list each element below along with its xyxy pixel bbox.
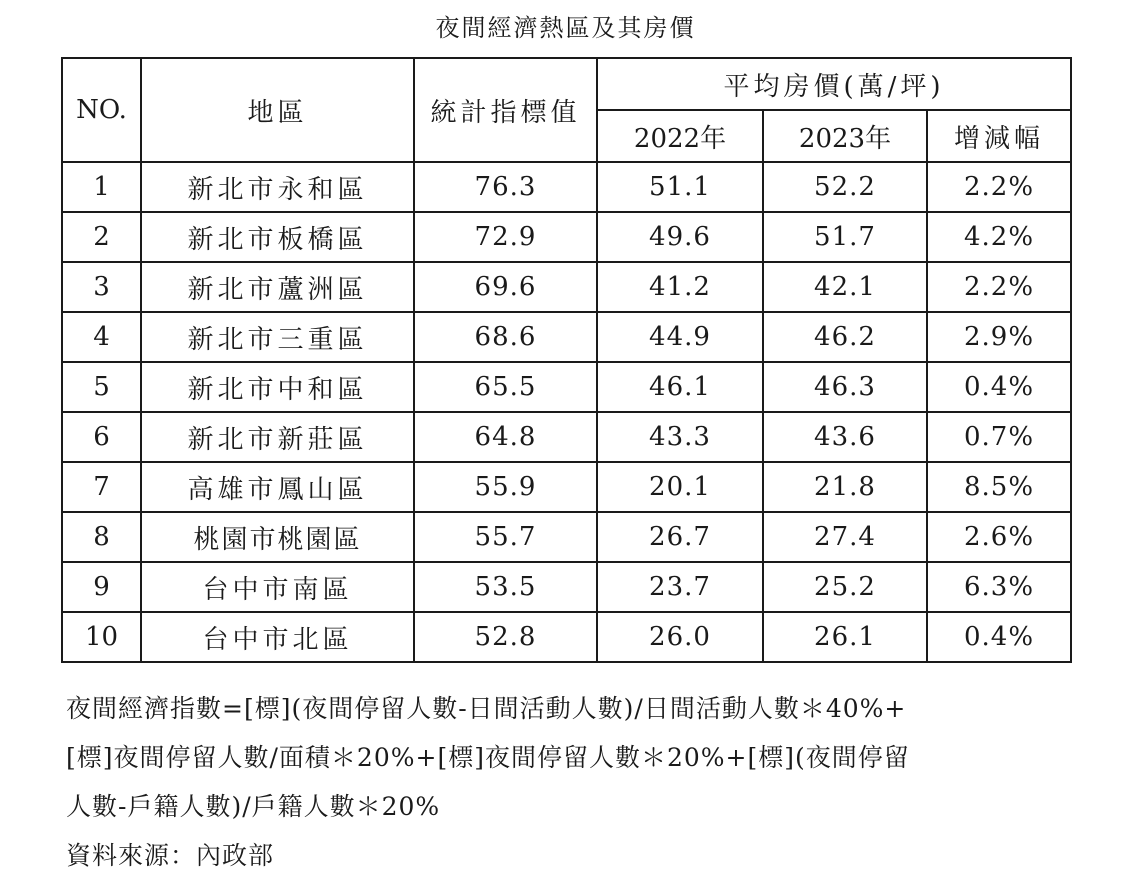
cell-price-2023: 46.3 [763, 362, 927, 412]
cell-index: 52.8 [414, 612, 597, 662]
cell-price-2022: 46.1 [597, 362, 763, 412]
cell-change: 2.2% [927, 162, 1071, 212]
cell-index: 69.6 [414, 262, 597, 312]
cell-change: 4.2% [927, 212, 1071, 262]
cell-price-2023: 51.7 [763, 212, 927, 262]
cell-price-2023: 42.1 [763, 262, 927, 312]
cell-price-2023: 52.2 [763, 162, 927, 212]
cell-area: 新北市板橋區 [141, 212, 414, 262]
table-row [62, 362, 1071, 412]
cell-index: 55.9 [414, 462, 597, 512]
formula-line-3: 人數-戶籍人數)/戶籍人數＊20% [66, 792, 441, 821]
table-row [62, 262, 1071, 312]
cell-index: 72.9 [414, 212, 597, 262]
cell-price-2022: 44.9 [597, 312, 763, 362]
formula-line-2: [標]夜間停留人數/面積＊20%+[標]夜間停留人數＊20%+[標](夜間停留 [66, 743, 910, 772]
cell-area: 新北市蘆洲區 [141, 262, 414, 312]
cell-change: 6.3% [927, 562, 1071, 612]
cell-no: 1 [62, 162, 141, 212]
formula-line-1: 夜間經濟指數=[標](夜間停留人數-日間活動人數)/日間活動人數＊40%+ [66, 694, 907, 723]
cell-price-2022: 26.0 [597, 612, 763, 662]
cell-price-2023: 21.8 [763, 462, 927, 512]
header-change: 增減幅 [927, 110, 1071, 162]
cell-area: 台中市南區 [141, 562, 414, 612]
cell-index: 76.3 [414, 162, 597, 212]
cell-index: 55.7 [414, 512, 597, 562]
notes-section [66, 684, 1066, 880]
cell-area: 桃園市桃園區 [141, 512, 414, 562]
table-title: 夜間經濟熱區及其房價 [435, 14, 696, 42]
table-row [62, 312, 1071, 362]
table-row [62, 412, 1071, 462]
table-row [62, 162, 1071, 212]
cell-no: 10 [62, 612, 141, 662]
cell-price-2022: 51.1 [597, 162, 763, 212]
cell-index: 53.5 [414, 562, 597, 612]
cell-price-2023: 46.2 [763, 312, 927, 362]
header-area: 地區 [141, 58, 414, 162]
cell-price-2022: 23.7 [597, 562, 763, 612]
table-row [62, 562, 1071, 612]
cell-index: 64.8 [414, 412, 597, 462]
table-row [62, 212, 1071, 262]
cell-price-2023: 27.4 [763, 512, 927, 562]
cell-price-2023: 26.1 [763, 612, 927, 662]
cell-area: 新北市三重區 [141, 312, 414, 362]
header-2023: 2023年 [763, 110, 927, 162]
cell-price-2022: 41.2 [597, 262, 763, 312]
cell-change: 2.2% [927, 262, 1071, 312]
cell-change: 0.4% [927, 612, 1071, 662]
cell-index: 68.6 [414, 312, 597, 362]
table-row [62, 512, 1071, 562]
cell-change: 2.6% [927, 512, 1071, 562]
cell-no: 2 [62, 212, 141, 262]
header-2022: 2022年 [597, 110, 763, 162]
header-no: NO. [62, 58, 141, 162]
cell-area: 高雄市鳳山區 [141, 462, 414, 512]
header-index: 統計指標值 [414, 58, 597, 162]
cell-change: 2.9% [927, 312, 1071, 362]
header-average-price: 平均房價(萬/坪) [597, 58, 1071, 110]
cell-area: 新北市新莊區 [141, 412, 414, 462]
cell-area: 新北市永和區 [141, 162, 414, 212]
housing-price-table [61, 57, 1072, 663]
cell-no: 7 [62, 462, 141, 512]
table-row [62, 462, 1071, 512]
cell-price-2023: 25.2 [763, 562, 927, 612]
cell-index: 65.5 [414, 362, 597, 412]
cell-price-2022: 20.1 [597, 462, 763, 512]
cell-no: 4 [62, 312, 141, 362]
cell-no: 6 [62, 412, 141, 462]
cell-change: 0.4% [927, 362, 1071, 412]
table-row [62, 612, 1071, 662]
cell-no: 9 [62, 562, 141, 612]
cell-price-2022: 26.7 [597, 512, 763, 562]
cell-no: 5 [62, 362, 141, 412]
cell-area: 新北市中和區 [141, 362, 414, 412]
cell-price-2022: 49.6 [597, 212, 763, 262]
cell-price-2022: 43.3 [597, 412, 763, 462]
cell-change: 8.5% [927, 462, 1071, 512]
cell-no: 8 [62, 512, 141, 562]
cell-no: 3 [62, 262, 141, 312]
cell-area: 台中市北區 [141, 612, 414, 662]
data-source: 資料來源：內政部 [66, 841, 275, 870]
cell-price-2023: 43.6 [763, 412, 927, 462]
cell-change: 0.7% [927, 412, 1071, 462]
